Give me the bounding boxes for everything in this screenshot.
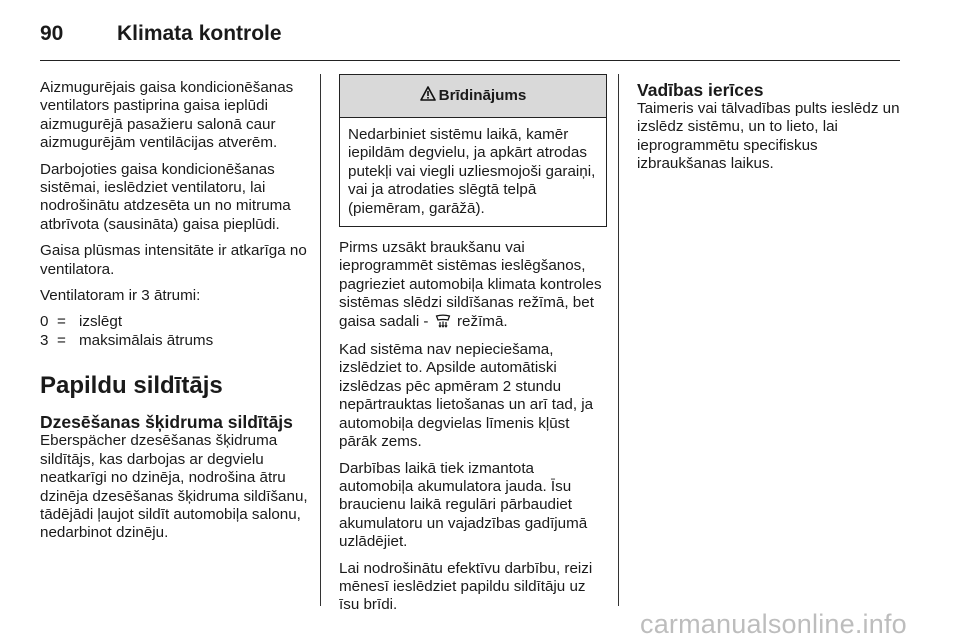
paragraph: [339, 239, 607, 333]
list-key: 3: [40, 331, 49, 349]
warning-triangle-icon: [420, 86, 436, 106]
list-item: [40, 313, 308, 331]
warning-box: [339, 74, 607, 227]
column-divider: [618, 74, 619, 606]
list-value: izslēgt: [79, 313, 123, 331]
warning-text: Nedarbiniet sistēmu laikā, kamēr iepildām degvielu, ja apkārt atrodas putekļi vai viegli uzliesmojoši garaiņi, vai ja atrodaties slēgtā telpā (piemēram, garāžā).: [348, 126, 596, 217]
page-number: 90: [40, 22, 64, 45]
warning-header: [340, 75, 606, 118]
page-header: [40, 18, 900, 56]
list-sep: =: [57, 331, 66, 349]
page-title: Klimata kontrole: [117, 22, 282, 45]
list-value: maksimālais ātrums: [79, 331, 214, 349]
section-heading: Papildu sildītājs: [40, 372, 223, 400]
paragraph: Darbības laikā tiek izmantota automobiļa akumulatora jauda. Īsu braucienu laikā regulāri pārbaudiet akumulatoru un vajadzības gadījumā uzlādējiet.: [339, 459, 588, 551]
list-item: [40, 332, 308, 350]
paragraph: Lai nodrošinātu efektīvu darbību, reizi mēnesī ieslēdziet papildu sildītāju uz īsu brīdi.: [339, 559, 593, 614]
paragraph-text: režīmā.: [456, 312, 508, 330]
list-sep: =: [57, 313, 66, 331]
windshield-airflow-icon: [435, 314, 451, 333]
subsection-heading: Vadības ierīces: [637, 80, 764, 100]
paragraph: Taimeris vai tālvadības pults ieslēdz un izslēdz sistēmu, un to lieto, lai ieprogrammētu specifiskus izbraukšanas laikus.: [637, 100, 900, 173]
list-key: 0: [40, 313, 49, 331]
column-divider: [320, 74, 321, 606]
warning-title: Brīdinājums: [438, 86, 527, 104]
paragraph: Aizmugurējais gaisa kondicionēšanas ventilators pastiprina gaisa ieplūdi aizmugurējā pasažieru salonā caur aizmugurējām ventilācijas atverēm.: [40, 79, 294, 152]
column-middle: [339, 74, 607, 623]
watermark: carmanualsonline.info: [640, 609, 907, 639]
paragraph: Darbojoties gaisa kondicionēšanas sistēmai, ieslēdziet ventilatoru, lai nodrošinātu atdzesēta un no mitruma atbrīvota (sausināta) gaisa pieplūdi.: [40, 160, 291, 233]
paragraph: Ventilatoram ir 3 ātrumi:: [40, 287, 201, 305]
paragraph: Kad sistēma nav nepieciešama, izslēdziet to. Apsilde automātiski izslēdzas pēc apmēram 2 stundu nepārtrauktas lietošanas un arī tad, ja automobiļa degvielas līmenis kļūst pārāk zems.: [339, 341, 594, 451]
column-left: [40, 79, 308, 551]
paragraph: Gaisa plūsmas intensitāte ir atkarīga no ventilatora.: [40, 242, 307, 278]
paragraph: Eberspächer dzesēšanas šķidruma sildītājs, kas darbojas ar degvielu neatkarīgi no dzinēja, nodrošina ātru dzinēja dzesēšanas šķidruma sildīšanu, tādējādi ļaujot sildīt automobiļa salonu, nedarbinot dzinēju.: [40, 432, 308, 542]
speed-list: [40, 313, 308, 350]
header-rule: [40, 60, 900, 61]
subsection-heading: Dzesēšanas šķidruma sildītājs: [40, 412, 293, 433]
paragraph-text: Pirms uzsākt braukšanu vai ieprogrammēt sistēmas ieslēgšanos, pagrieziet automobiļa klimata kontroles sistēmas slēdzi sildīšanas režīmā, bet gaisa sadali -: [339, 239, 602, 330]
column-right: [637, 80, 905, 182]
